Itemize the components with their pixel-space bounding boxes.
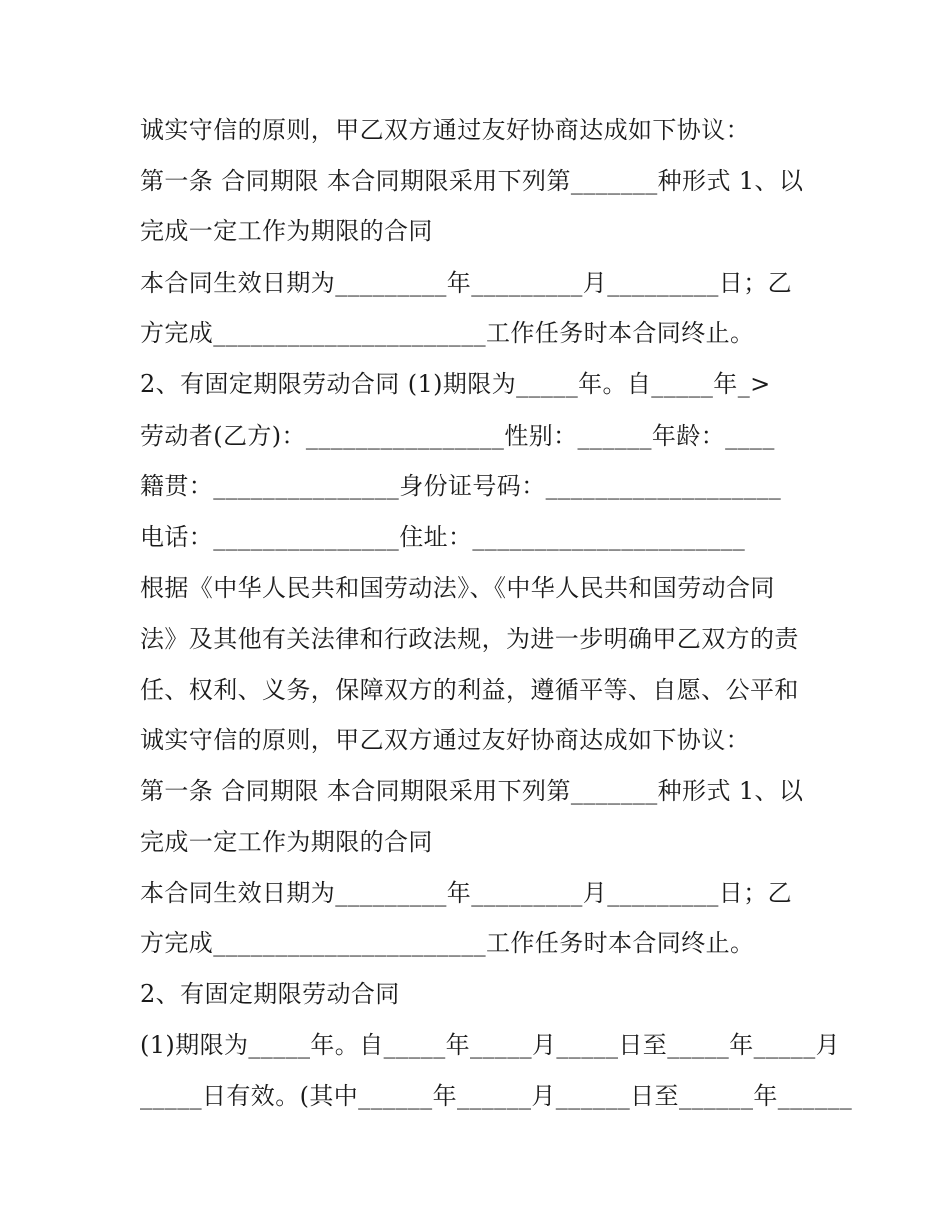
text-line: 第一条 合同期限 本合同期限采用下列第_______种形式 1、以 xyxy=(140,167,804,195)
text-line: 电话：_______________住址：______________________ xyxy=(140,523,746,551)
text-line: 诚实守信的原则，甲乙双方通过友好协商达成如下协议： xyxy=(140,116,750,144)
text-line: 根据《中华人民共和国劳动法》、《中华人民共和国劳动合同 xyxy=(140,574,775,602)
text-line: (1)期限为_____年。自_____年_____月_____日至_____年_____月 xyxy=(140,1031,840,1059)
text-line: 完成一定工作为期限的合同 xyxy=(140,217,433,245)
text-line: _____日有效。(其中______年______月______日至______年______ xyxy=(140,1082,853,1110)
text-line: 本合同生效日期为_________年_________月_________日；乙 xyxy=(140,879,792,907)
text-line: 完成一定工作为期限的合同 xyxy=(140,828,433,856)
text-line: 2、有固定期限劳动合同 xyxy=(140,980,400,1008)
text-line: 法》及其他有关法律和行政法规，为进一步明确甲乙双方的责 xyxy=(140,625,799,653)
text-line: 方完成______________________工作任务时本合同终止。 xyxy=(140,319,755,347)
text-line: 本合同生效日期为_________年_________月_________日；乙 xyxy=(140,269,792,297)
text-line: 诚实守信的原则，甲乙双方通过友好协商达成如下协议： xyxy=(140,726,750,754)
text-line: 第一条 合同期限 本合同期限采用下列第_______种形式 1、以 xyxy=(140,777,804,805)
text-line: 2、有固定期限劳动合同 (1)期限为_____年。自_____年_> xyxy=(140,370,771,398)
text-line: 劳动者(乙方)：________________性别：______年龄：____ xyxy=(140,422,775,450)
text-line: 方完成______________________工作任务时本合同终止。 xyxy=(140,929,755,957)
text-line: 任、权利、义务，保障双方的利益，遵循平等、自愿、公平和 xyxy=(140,676,799,704)
text-line: 籍贯：_______________身份证号码：___________________ xyxy=(140,472,782,500)
